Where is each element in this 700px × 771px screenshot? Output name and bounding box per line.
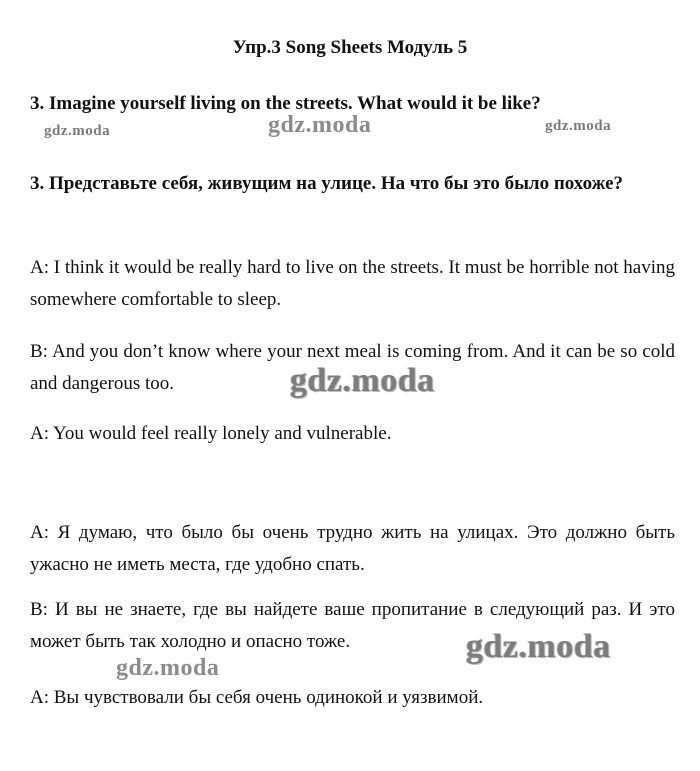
watermark: gdz.moda <box>44 123 111 139</box>
watermark: gdz.moda <box>268 112 372 138</box>
dialogue-line-ru-1: А: Я думаю, что было бы очень трудно жить на улицах. Это должно быть ужасно не иметь места, где удобно спать. <box>30 522 675 575</box>
dialogue-line-en-1: A: I think it would be really hard to live on the streets. It must be horrible not having somewhere comfortable to sleep. <box>30 257 675 310</box>
page-title: Упр.3 Song Sheets Модуль 5 <box>232 37 468 58</box>
dialogue-line-en-2: B: And you don’t know where your next meal is coming from. And it can be so cold and dangerous too. <box>30 341 675 394</box>
watermark: gdz.moda <box>466 628 611 665</box>
dialogue-line-ru-2: В: И вы не знаете, где вы найдете ваше пропитание в следующий раз. И это может быть так холодно и опасно тоже. <box>30 599 675 652</box>
dialogue-line-en-3: A: You would feel really lonely and vulnerable. <box>30 423 392 444</box>
watermark: gdz.moda <box>290 362 435 399</box>
task-heading-ru: 3. Представьте себя, живущим на улице. На что бы это было похоже? <box>30 173 624 194</box>
watermark: gdz.moda <box>545 118 612 134</box>
dialogue-line-ru-3: А: Вы чувствовали бы себя очень одинокой и уязвимой. <box>30 687 484 708</box>
watermark: gdz.moda <box>116 655 220 681</box>
task-heading-en: 3. Imagine yourself living on the streets. What would it be like? <box>30 93 541 114</box>
